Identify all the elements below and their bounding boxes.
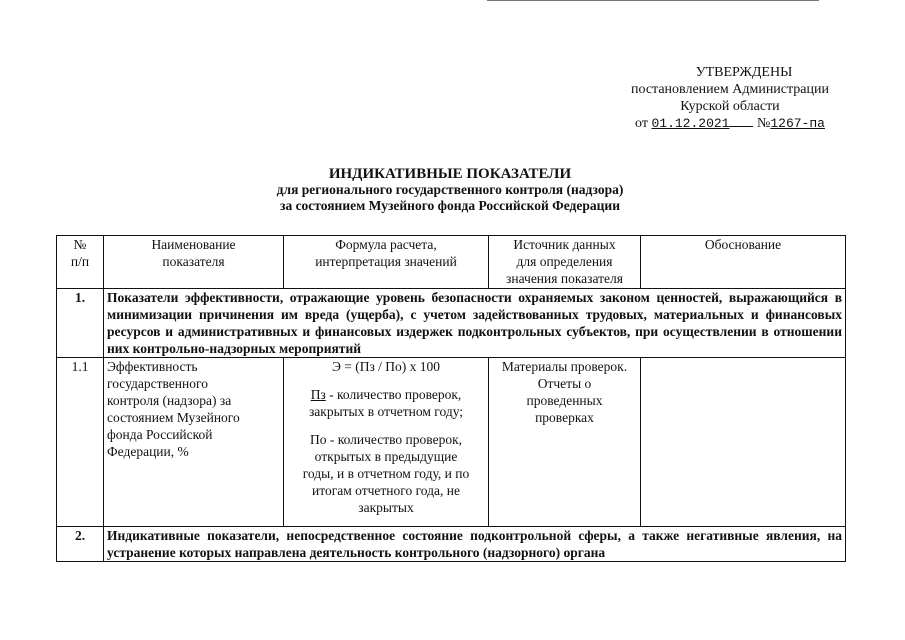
approval-line-3: Курской области [680, 99, 780, 114]
header-formula-line-2: интерпретация значений [315, 254, 457, 269]
table-row-section-1 [57, 289, 846, 358]
number-prefix: № [756, 116, 771, 131]
table-header-row [57, 236, 846, 289]
header-num [57, 236, 104, 289]
header-num-line-2: п/п [70, 254, 90, 269]
row-1-1-source-line: Материалы проверок. [501, 359, 628, 374]
approval-stamp [600, 64, 860, 132]
row-1-1-basis [641, 358, 846, 527]
header-name-line-1: Наименование [151, 237, 236, 252]
title-line-2: для регионального государственного контроля (надзора) [276, 182, 624, 197]
pz-definition [287, 386, 485, 420]
approval-date-line [600, 115, 860, 132]
header-source-line-2: для определения [516, 254, 613, 269]
row-1-1-name-line: государственного [107, 376, 208, 391]
po-definition-line: открытых в предыдущие [314, 449, 458, 464]
row-1-1-name-line: Федерации, % [107, 444, 189, 459]
row-1-1-source-line: проверках [535, 410, 594, 425]
date-prefix: от [635, 116, 648, 131]
row-1-1-name-line: состоянием Музейного [107, 410, 240, 425]
po-definition-line: По - количество проверок, [309, 432, 462, 447]
pz-text: - количество проверок, закрытых в отчетном году; [308, 387, 464, 419]
section-1-num: 1. [57, 289, 104, 358]
date-underline-gap [729, 115, 753, 127]
row-1-1-name-line: контроля (надзора) за [107, 393, 232, 408]
indicators-table [56, 235, 846, 562]
header-name [104, 236, 284, 289]
row-1-1-formula [284, 358, 489, 527]
header-source-line-3: значения показателя [506, 271, 623, 286]
row-1-1-source [489, 358, 641, 527]
header-basis [641, 236, 846, 289]
document-title [160, 166, 740, 214]
spacer [287, 420, 485, 431]
header-basis-line-1: Обоснование [704, 237, 782, 252]
section-2-num: 2. [57, 527, 104, 562]
po-definition-line: закрытых [358, 500, 414, 515]
header-formula-line-1: Формула расчета, [335, 237, 437, 252]
header-source-line-1: Источник данных [513, 237, 616, 252]
table-row-1-1 [57, 358, 846, 527]
table-row-section-2 [57, 527, 846, 562]
pz-symbol: Пз [310, 387, 326, 402]
header-num-line-1: № [73, 237, 87, 252]
approval-line-2: постановлением Администрации [631, 82, 829, 97]
row-1-1-source-line: Отчеты о [537, 376, 592, 391]
approval-heading: УТВЕРЖДЕНЫ [695, 65, 793, 80]
formula-expression: Э = (Пз / По) х 100 [331, 359, 441, 374]
row-1-1-num: 1.1 [57, 358, 104, 527]
section-1-text: Показатели эффективности, отражающие уровень безопасности охраняемых законом ценностей, выражающийся в минимизации причинения им вреда (ущерба), с учетом задействованных трудовых, материальных и финансовых ресурсов и административных и финансовых издержек подконтрольных субъектов, при осуществлении в отношении них контрольно-надзорных мероприятий [104, 289, 846, 358]
title-line-3: за состоянием Музейного фонда Российской Федерации [280, 198, 620, 213]
row-1-1-source-line: проведенных [526, 393, 603, 408]
spacer [287, 375, 485, 386]
header-source [489, 236, 641, 289]
section-2-text: Индикативные показатели, непосредственное состояние подконтрольной сферы, а также негативные явления, на устранение которых направлена деятельность контрольного (надзорного) органа [104, 527, 846, 562]
po-definition-line: годы, и в отчетном году, и по [302, 466, 470, 481]
header-name-line-2: показателя [162, 254, 225, 269]
approval-date: 01.12.2021 [651, 116, 730, 131]
top-border-line [487, 0, 819, 1]
row-1-1-name [104, 358, 284, 527]
approval-number: 1267-па [770, 116, 825, 131]
row-1-1-name-line: Эффективность [107, 359, 198, 374]
po-definition-line: итогам отчетного года, не [312, 483, 460, 498]
row-1-1-name-line: фонда Российской [107, 427, 213, 442]
header-formula [284, 236, 489, 289]
title-line-1: ИНДИКАТИВНЫЕ ПОКАЗАТЕЛИ [328, 166, 572, 182]
